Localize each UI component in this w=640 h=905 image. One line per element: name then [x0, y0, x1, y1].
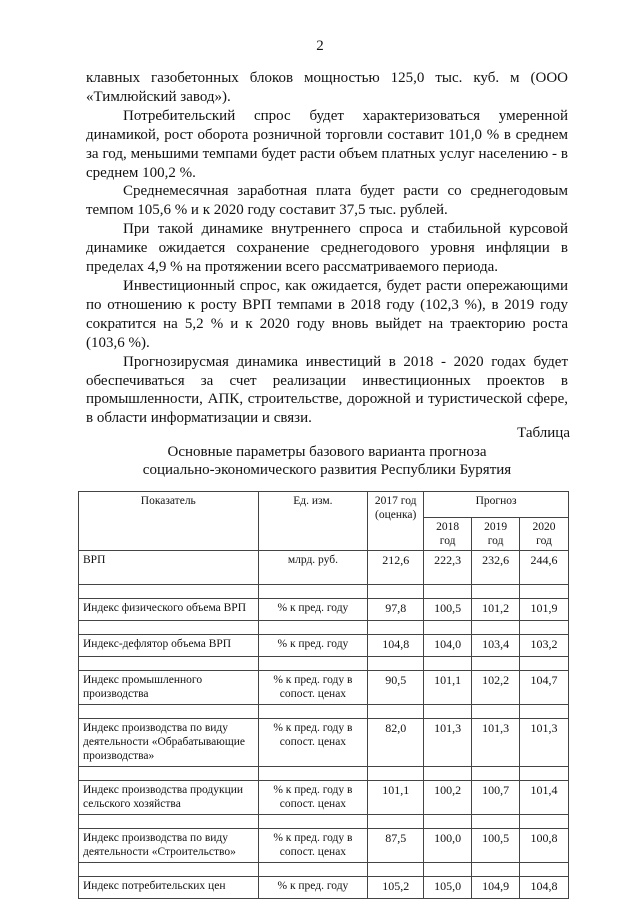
cell-indicator: Индекс производства по виду деятельности «Обрабатывающие производства» — [79, 719, 259, 767]
cell-2018: 101,1 — [424, 671, 472, 705]
cell-2017: 90,5 — [368, 671, 424, 705]
table-row — [79, 635, 569, 657]
cell-2020: 244,6 — [520, 551, 569, 585]
cell-2017: 104,8 — [368, 635, 424, 657]
paragraph: Среднемесячная заработная плата будет расти со среднегодовым темпом 105,6 % и к 2020 году составит 37,5 тыс. рублей. — [86, 183, 568, 219]
paragraph: Инвестиционный спрос, как ожидается, будет расти опережающими по отношению к росту ВРП темпами в 2018 году (102,3 %), в 2019 году сократится на 5,2 % и к 2020 году вновь выйдет на траекторию роста (103,6 %). — [86, 277, 568, 351]
header-indicator: Показатель — [79, 492, 259, 551]
table-row — [79, 877, 569, 899]
header-2017: 2017 год (оценка) — [368, 492, 424, 551]
cell-2020: 101,9 — [520, 599, 569, 621]
cell-2019: 101,2 — [472, 599, 520, 621]
page-number: 2 — [316, 38, 324, 54]
cell-unit: % к пред. году в сопост. ценах — [258, 719, 368, 767]
cell-2017: 101,1 — [368, 781, 424, 815]
cell-2020: 104,7 — [520, 671, 569, 705]
table-row — [79, 719, 569, 767]
cell-indicator: Индекс промышленного производства — [79, 671, 259, 705]
table-title-line: Основные параметры базового варианта прогноза — [167, 444, 487, 460]
cell-2019: 100,7 — [472, 781, 520, 815]
cell-2018: 105,0 — [424, 877, 472, 899]
paragraph: Прогнозирусмая динамика инвестиций в 2018 - 2020 годах будет обеспечиваться за счет реализации инвестиционных проектов в промышленности, АПК, строительстве, дорожной и туристической сфере, в области информатизации и связи. — [86, 353, 568, 427]
cell-indicator: Индекс производства продукции сельского хозяйства — [79, 781, 259, 815]
paragraph: При такой динамике внутреннего спроса и стабильной курсовой динамике ожидается сохранение среднегодового уровня инфляции в пределах 4,9 % на протяжении всего рассматриваемого периода. — [86, 221, 568, 276]
cell-2018: 222,3 — [424, 551, 472, 585]
cell-2020: 100,8 — [520, 829, 569, 863]
cell-unit: % к пред. году — [258, 599, 368, 621]
cell-2018: 104,0 — [424, 635, 472, 657]
header-unit: Ед. изм. — [258, 492, 368, 551]
table-title-line: социально-экономического развития Республики Бурятия — [142, 462, 512, 478]
cell-2020: 101,3 — [520, 719, 569, 767]
cell-2017: 105,2 — [368, 877, 424, 899]
header-2019: 2019 год — [472, 518, 520, 551]
cell-2019: 101,3 — [472, 719, 520, 767]
cell-unit: млрд. руб. — [258, 551, 368, 585]
cell-unit: % к пред. году — [258, 635, 368, 657]
paragraph: клавных газобетонных блоков мощностью 125,0 тыс. куб. м (ООО «Тимлюйский завод»). — [86, 70, 568, 105]
header-2020: 2020 год — [520, 518, 569, 551]
cell-2017: 97,8 — [368, 599, 424, 621]
table-row — [79, 781, 569, 815]
cell-unit: % к пред. году — [258, 877, 368, 899]
cell-2019: 100,5 — [472, 829, 520, 863]
cell-2019: 104,9 — [472, 877, 520, 899]
cell-indicator: Индекс-дефлятор объема ВРП — [79, 635, 259, 657]
header-2018: 2018 год — [424, 518, 472, 551]
cell-2017: 87,5 — [368, 829, 424, 863]
table-row — [79, 599, 569, 621]
cell-indicator: Индекс производства по виду деятельности «Строительство» — [79, 829, 259, 863]
cell-unit: % к пред. году в сопост. ценах — [258, 671, 368, 705]
cell-indicator: Индекс физического объема ВРП — [79, 599, 259, 621]
body-text — [86, 69, 568, 428]
cell-2018: 100,5 — [424, 599, 472, 621]
cell-unit: % к пред. году в сопост. ценах — [258, 829, 368, 863]
paragraph: Потребительский спрос будет характеризоваться умеренной динамикой, рост оборота розничной торговли составит 101,0 % в среднем за год, меньшими темпами будет расти объем платных услуг населению - в среднем 100,2 %. — [86, 107, 568, 181]
cell-2018: 100,2 — [424, 781, 472, 815]
cell-unit: % к пред. году в сопост. ценах — [258, 781, 368, 815]
cell-indicator: Индекс потребительских цен — [79, 877, 259, 899]
cell-2019: 102,2 — [472, 671, 520, 705]
table-row — [79, 671, 569, 705]
cell-2020: 101,4 — [520, 781, 569, 815]
table-title — [86, 443, 568, 479]
header-forecast: Прогноз — [424, 492, 569, 518]
cell-2018: 100,0 — [424, 829, 472, 863]
table-row — [79, 551, 569, 585]
cell-2017: 212,6 — [368, 551, 424, 585]
cell-2020: 103,2 — [520, 635, 569, 657]
cell-2019: 103,4 — [472, 635, 520, 657]
table-label: Таблица — [517, 425, 570, 441]
parameters-table — [78, 491, 569, 899]
cell-2018: 101,3 — [424, 719, 472, 767]
cell-indicator: ВРП — [79, 551, 259, 585]
cell-2019: 232,6 — [472, 551, 520, 585]
cell-2017: 82,0 — [368, 719, 424, 767]
cell-2020: 104,8 — [520, 877, 569, 899]
table-row — [79, 829, 569, 863]
